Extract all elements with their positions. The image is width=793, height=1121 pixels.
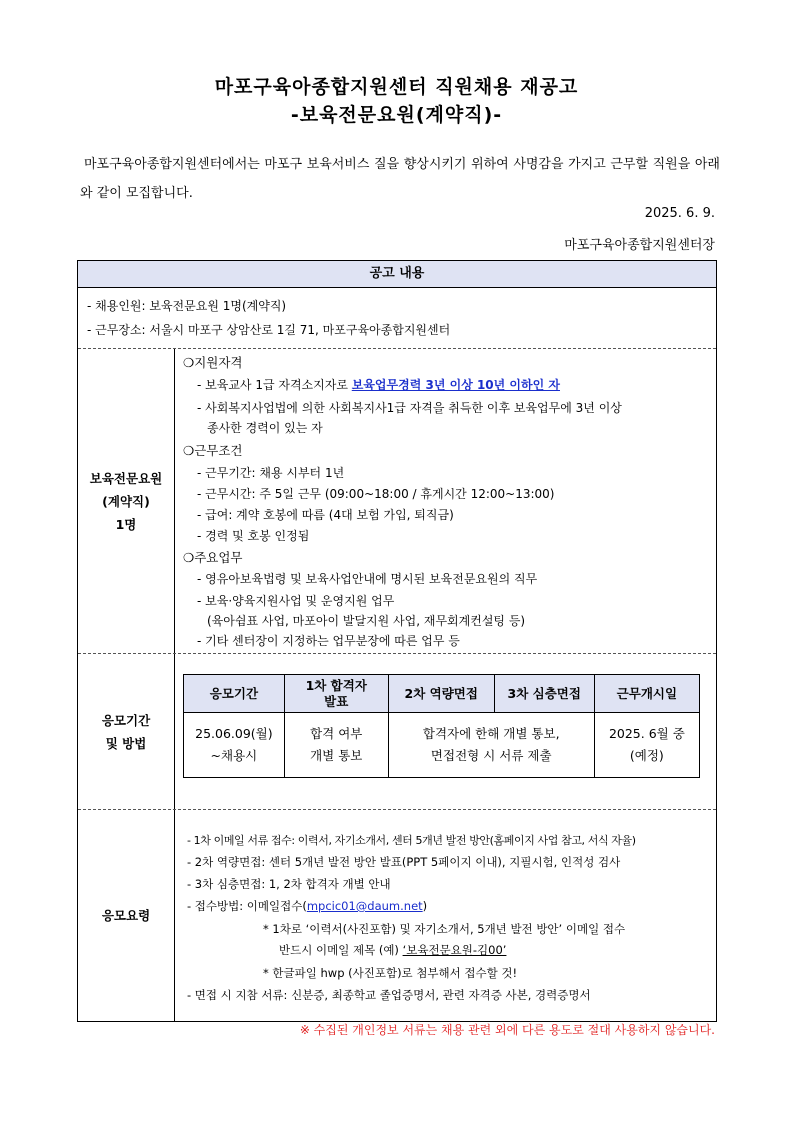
- condition-salary: - 급여: 계약 호봉에 따름 (4대 보험 가입, 퇴직금): [197, 508, 454, 522]
- duty-1: - 영유아보육법령 및 보육사업안내에 명시된 보육전문요원의 직무: [197, 572, 538, 586]
- summary-section: [78, 288, 716, 349]
- schedule-start-cell: [594, 713, 699, 778]
- position-row: [78, 349, 716, 654]
- schedule-label: [78, 654, 175, 809]
- schedule-header-start-date: 근무개시일: [594, 675, 699, 713]
- qualification-item-1: [197, 376, 560, 393]
- schedule-data-row: [184, 713, 700, 778]
- position-label-line3: 1명: [115, 516, 137, 532]
- schedule-header-first-result: 1차 합격자 발표: [284, 675, 388, 713]
- schedule-period-line2: ~채용시: [210, 748, 258, 763]
- document-title: 마포구육아종합지원센터 직원채용 재공고: [214, 76, 579, 98]
- notice-table: [77, 260, 717, 1022]
- schedule-table: [183, 674, 700, 778]
- guide-item-5: - 면접 시 지참 서류: 신분증, 최종학교 졸업증명서, 관련 자격증 사본, 경력증명서: [187, 988, 591, 1002]
- duties-heading: ❍주요업무: [183, 550, 243, 565]
- announcement-author: 마포구육아종합지원센터장: [564, 238, 715, 253]
- schedule-row: [78, 654, 716, 810]
- guide-note-2: [279, 942, 506, 958]
- guide-row: [78, 810, 716, 1021]
- guide-item-1: - 1차 이메일 서류 접수: 이력서, 자기소개서, 센터 5개년 발전 방안(홈페이지 사업 참고, 서식 자율): [187, 834, 636, 847]
- schedule-details: [175, 654, 716, 809]
- summary-headcount: - 채용인원: 보육전문요원 1명(계약직): [87, 299, 287, 313]
- duty-2: - 보육·양육지원사업 및 운영지원 업무: [197, 594, 395, 608]
- schedule-header-row: [184, 675, 700, 713]
- privacy-notice: ※ 수집된 개인정보 서류는 채용 관련 외에 다른 용도로 절대 사용하지 않습니다.: [299, 1023, 715, 1037]
- schedule-first-line1: 합격 여부: [310, 726, 363, 741]
- schedule-start-line1: 2025. 6월 중: [608, 726, 685, 741]
- guide-item-4-text: - 접수방법: 이메일접수(: [187, 899, 307, 913]
- position-label: [78, 349, 175, 653]
- guide-note-2-text: 반드시 이메일 제목 (예): [279, 943, 403, 957]
- guide-label: 응모요령: [78, 810, 175, 1021]
- table-header: 공고 내용: [78, 261, 716, 288]
- conditions-heading: ❍근무조건: [183, 443, 243, 458]
- schedule-header-period: 응모기간: [184, 675, 285, 713]
- schedule-period-cell: [184, 713, 285, 778]
- position-details: [175, 349, 716, 653]
- qualification-item-2-cont: 종사한 경력이 있는 자: [207, 421, 323, 435]
- condition-career: - 경력 및 호봉 인정됨: [197, 529, 310, 543]
- schedule-header-third-interview: 3차 심층면접: [494, 675, 594, 713]
- guide-details: [175, 810, 716, 1021]
- experience-requirement-link[interactable]: 보육업무경력 3년 이상 10년 이하인 자: [351, 378, 560, 392]
- schedule-period-line1: 25.06.09(월): [195, 726, 273, 741]
- qualification-heading: ❍지원자격: [183, 355, 243, 370]
- schedule-interview-cell: [388, 713, 594, 778]
- schedule-first-result-cell: [284, 713, 388, 778]
- intro-paragraph: 마포구육아종합지원센터에서는 마포구 보육서비스 질을 향상시키기 위하여 사명감을 가지고 근무할 직원을 아래와 같이 모집합니다.: [80, 157, 720, 201]
- guide-item-2: - 2차 역량면접: 센터 5개년 발전 방안 발표(PPT 5페이지 이내), 지필시험, 인적성 검사: [187, 855, 621, 869]
- condition-period: - 근무기간: 채용 시부터 1년: [197, 466, 345, 480]
- schedule-header-second-interview: 2차 역량면접: [388, 675, 494, 713]
- email-link[interactable]: mpcic01@daum.net: [306, 899, 423, 913]
- schedule-interview-line1: 합격자에 한해 개별 통보,: [422, 726, 560, 741]
- schedule-label-line2: 및 방법: [105, 735, 147, 751]
- schedule-interview-line2: 면접전형 시 서류 제출: [430, 748, 552, 763]
- announcement-date: 2025. 6. 9.: [644, 206, 715, 221]
- guide-note-1: * 1차로 ‘이력서(사진포함) 및 자기소개서, 5개년 발전 방안’ 이메일 접수: [263, 922, 626, 936]
- guide-item-4: [187, 898, 427, 914]
- summary-location: - 근무장소: 서울시 마포구 상암산로 1길 71, 마포구육아종합지원센터: [87, 323, 451, 337]
- schedule-start-line2: (예정): [629, 748, 664, 763]
- email-subject-example: ‘보육전문요원-김00’: [402, 943, 507, 957]
- duty-2-detail: (육아쉼표 사업, 마포아이 발달지원 사업, 재무회계컨설팅 등): [207, 614, 526, 628]
- qualification-item-1-text: - 보육교사 1급 자격소지자로: [197, 378, 352, 392]
- position-label-line2: (계약직): [102, 493, 150, 509]
- guide-note-3: * 한글파일 hwp (사진포함)로 첨부해서 접수할 것!: [263, 966, 518, 980]
- duty-3: - 기타 센터장이 지정하는 업무분장에 따른 업무 등: [197, 634, 460, 648]
- schedule-label-line1: 응모기간: [101, 712, 151, 728]
- document-subtitle: -보육전문요원(계약직)-: [290, 104, 503, 126]
- guide-item-4-close: ): [422, 899, 428, 913]
- position-label-line1: 보육전문요원: [89, 470, 163, 486]
- guide-item-3: - 3차 심층면접: 1, 2차 합격자 개별 안내: [187, 877, 391, 891]
- condition-hours: - 근무시간: 주 5일 근무 (09:00~18:00 / 휴게시간 12:00~13:00): [197, 487, 555, 501]
- qualification-item-2: - 사회복지사업법에 의한 사회복지사1급 자격을 취득한 이후 보육업무에 3년 이상: [197, 401, 622, 415]
- schedule-first-line2: 개별 통보: [310, 748, 363, 763]
